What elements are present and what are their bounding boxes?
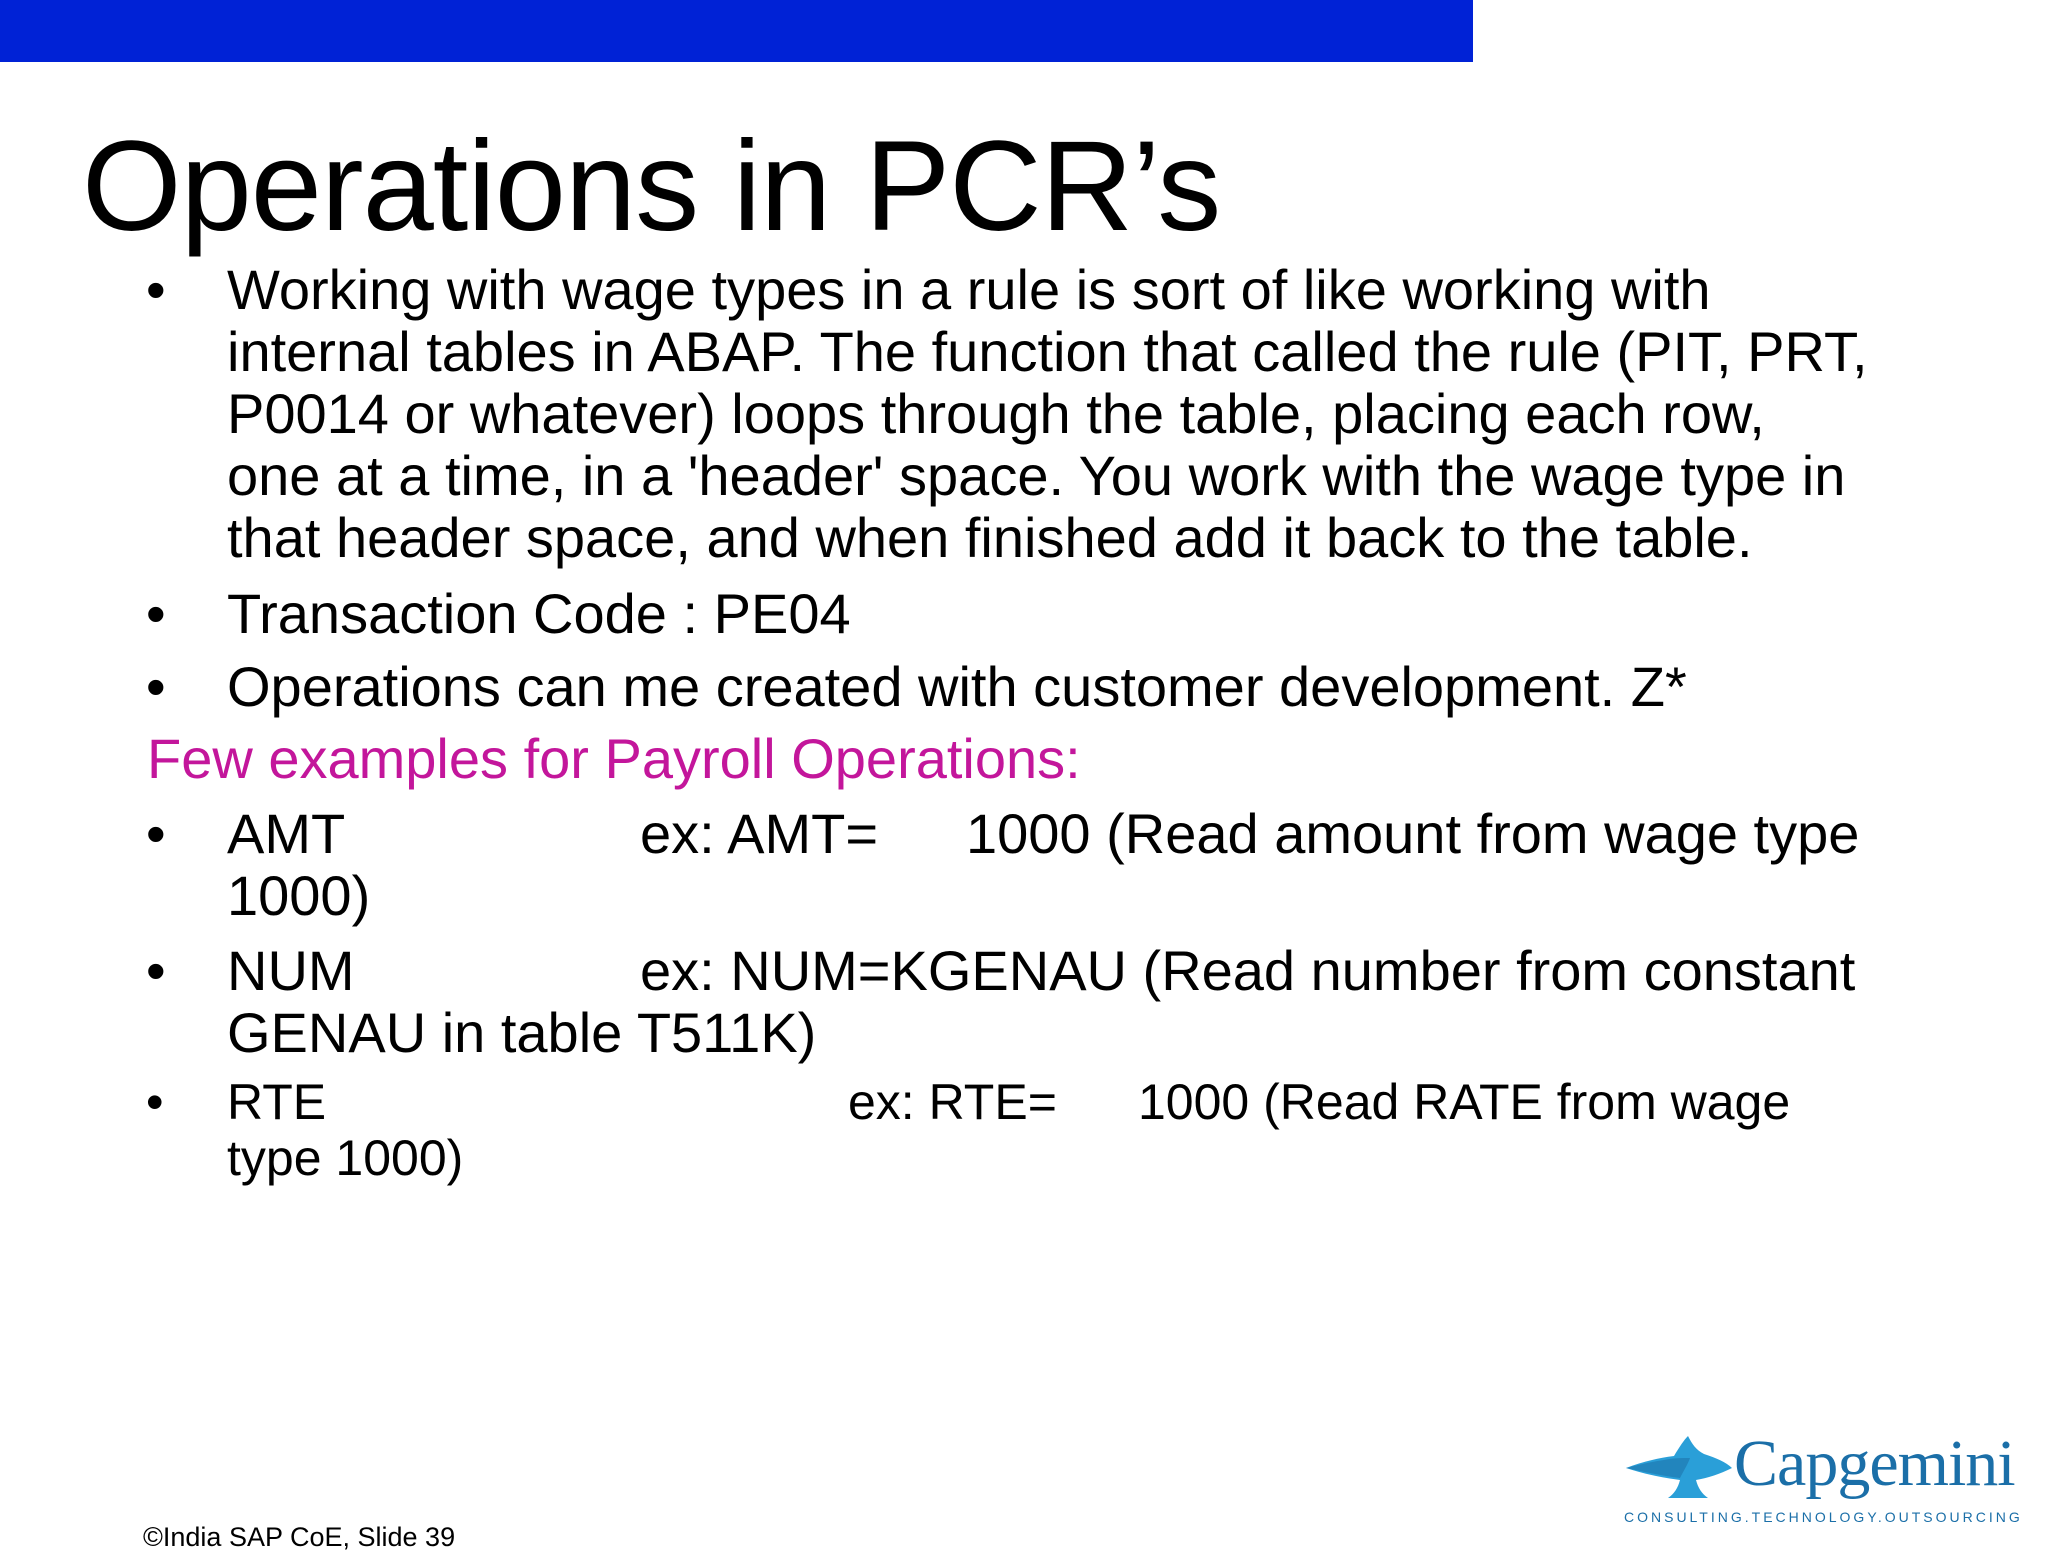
logo-tagline: CONSULTING.TECHNOLOGY.OUTSOURCING — [1624, 1509, 2023, 1525]
example-op: RTE — [227, 1074, 327, 1130]
bullet-1-line-2: internal tables in ABAP. The function that called the rule (PIT, PRT, — [227, 320, 1868, 383]
spade-icon — [1624, 1432, 1734, 1502]
bullet-marker: • — [146, 582, 166, 645]
example-code: ex: AMT= — [640, 802, 879, 865]
bullet-marker: • — [146, 802, 166, 865]
bullet-text-1 — [227, 259, 1947, 569]
example-cont: type 1000) — [227, 1130, 464, 1186]
slide-title: Operations in PCR’s — [82, 115, 1221, 258]
bullet-1-line-1: Working with wage types in a rule is sort of like working with — [227, 258, 1711, 321]
bullet-marker: • — [146, 939, 166, 1002]
bullet-1-line-5: that header space, and when finished add it back to the table. — [227, 506, 1753, 569]
bullet-marker: • — [146, 258, 166, 321]
bullet-marker: • — [146, 1074, 164, 1130]
example-op: NUM — [227, 939, 355, 1002]
examples-heading: Few examples for Payroll Operations: — [147, 727, 1081, 790]
bullet-1-line-3: P0014 or whatever) loops through the table, placing each row, — [227, 382, 1765, 445]
capgemini-logo — [1624, 1427, 2023, 1530]
example-desc: 1000 (Read amount from wage type — [966, 802, 1860, 865]
bullet-text-2 — [227, 583, 1947, 645]
bullet-text-3 — [227, 656, 1947, 718]
logo-wordmark: Capgemini — [1734, 1427, 2015, 1500]
example-code: ex: NUM=KGENAU (Read number from constant — [640, 939, 1856, 1002]
slide-footer: ©India SAP CoE, Slide 39 — [143, 1522, 456, 1552]
example-desc: 1000 (Read RATE from wage — [1138, 1074, 1791, 1130]
bullet-2-line-1: Transaction Code : PE04 — [227, 582, 851, 645]
example-code: ex: RTE= — [848, 1074, 1057, 1130]
example-op: AMT — [227, 802, 346, 865]
bullet-3-line-1: Operations can me created with customer development. Z* — [227, 655, 1687, 718]
bullet-marker: • — [146, 655, 166, 718]
example-cont: GENAU in table T511K) — [227, 1001, 817, 1064]
example-cont: 1000) — [227, 864, 371, 927]
bullet-1-line-4: one at a time, in a 'header' space. You work with the wage type in — [227, 444, 1846, 507]
